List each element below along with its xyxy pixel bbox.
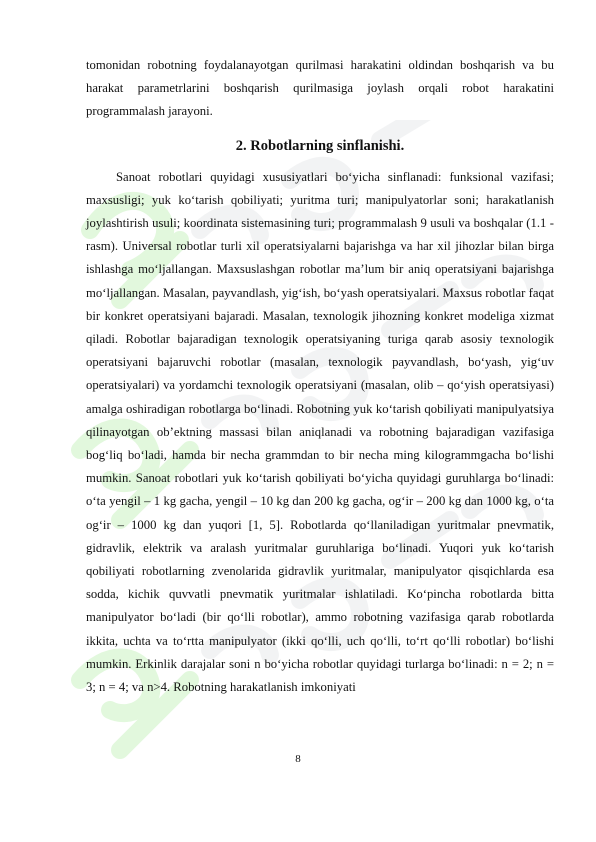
main-paragraph: Sanoat robotlari quyidagi xususiyatlari bo‘yicha sinflanadi: funksional vazifasi; maxsusligi; yuk ko‘tarish qobiliyati; yuritma turi; manipulyatorlar soni; harakatlanish joylashtirish usuli; koordinata sistemasining turi; programmalash 9 usuli va boshqalar (1.1 - rasm). Universal robotlar turli xil operatsiyalarni bajarishga va har xil jihozlar bilan birga ishlashga mo‘ljallangan. Maxsuslashgan robotlar ma’lum bir aniq operatsiyani bajarishga mo‘ljallangan. Masalan, payvandlash, yig‘ish, bo‘yash operatsiyalari. Maxsus robotlar faqat bir konkret operatsiyani bajaradi. Masalan, texnologik jihozning konkret modeliga xizmat qiladi. Robotlar bajaradigan texnologik operatsiyaning turiga qarab asosiy texnologik operatsiyani bajaruvchi robotlar (masalan, texnologik payvandlash, bo‘yash, yig‘uv operatsiyalari) va yordamchi texnologik operatsiyani (masalan, olib – qo‘yish operatsiyasi) amalga oshiradigan robotlarga bo‘linadi. Robotning yuk ko‘tarish qobiliyati manipulyatsiya qilinayotgan ob’ektning massasi bilan aniqlanadi va robotning bajaradigan vazifasiga bog‘liq bo‘ladi, hamda bir necha grammdan to bir necha ming kilogrammgacha bo‘lishi mumkin. Sanoat robotlari yuk ko‘tarish qobiliyati bo‘yicha quyidagi guruhlarga bo‘linadi: o‘ta yengil – 1 kg gacha, yengil – 10 kg dan 200 kg gacha, og‘ir – 200 kg dan 1000 kg, o‘ta og‘ir – 1000 kg dan yuqori [1, 5]. Robotlarda qo‘llaniladigan yuritmalar pnevmatik, gidravlik, elektrik va aralash yuritmalar guruhlariga bo‘linadi. Yuqori yuk ko‘tarish qobiliyati robotlarning zvenolarida gidravlik yuritmalar, manipulyator qisqichlarda esa sodda, kichik quvvatli pnevmatik yuritmalar ishlatiladi. Ko‘pincha robotlarda bitta manipulyator bo‘ladi (bir qo‘lli robotlar), ammo robotning vazifasiga qarab robotlarda ikkita, uchta va to‘rtta manipulyator (ikki qo‘lli, uch qo‘lli, to‘rt qo‘lli robotlar) bo‘lishi mumkin. Erkinlik darajalar soni n bo‘yicha robotlar quyidagi turlarga bo‘linadi: n = 2; n = 3; n = 4; va n>4. Robotning harakatlanish imkoniyati	[86, 169, 554, 695]
document-body	[86, 54, 554, 699]
page-number: 8	[295, 753, 301, 765]
intro-paragraph: tomonidan robotning foydalanayotgan qurilmasi harakatini oldindan boshqarish va bu harakat parametrlarini boshqarish qurilmasiga joylash orqali robot harakatini programmalash jarayoni.	[86, 58, 554, 119]
section-heading: 2. Robotlarning sinflanishi.	[235, 137, 405, 154]
